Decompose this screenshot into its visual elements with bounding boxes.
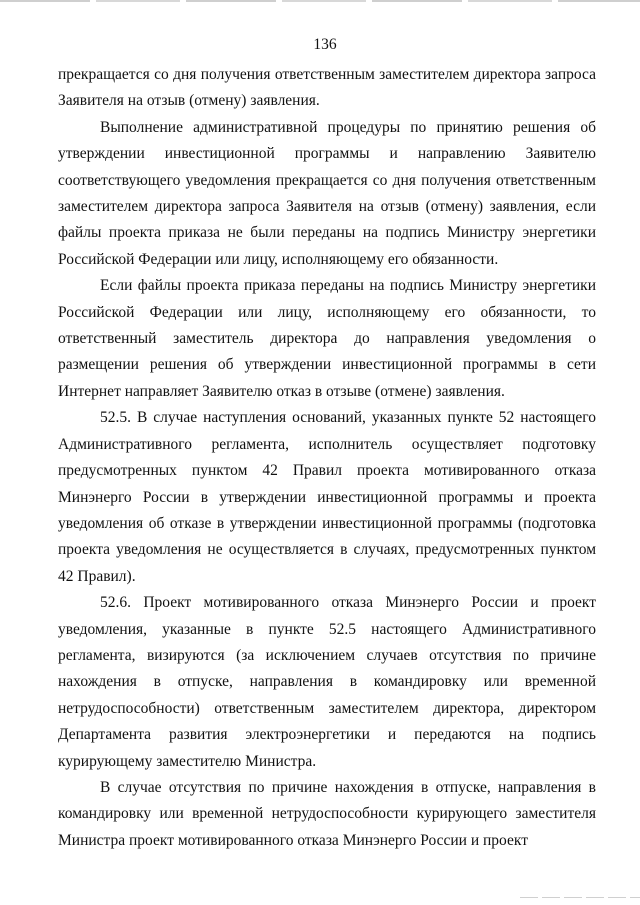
paragraph-continuation: прекращается со дня получения ответственным заместителем директора запроса Заявителя на отзыв (отмену) заявления. [58, 66, 596, 110]
paragraph-clause-52-6: 52.6. Проект мотивированного отказа Минэнерго России и проект уведомления, указанные в пункте 52.5 настоящего Административного регламента, визируются (за исключением случаев отсутствия по причине нахождения в отпуске, направления в командировку или временной нетрудоспособности) ответственным заместителем директора, директором Департамента развития электроэнергетики и передаются на подпись курирующему заместителю Министра. [58, 594, 596, 770]
paragraph-absence-case: В случае отсутствия по причине нахождения в отпуске, направления в командировку или временной нетрудоспособности курирующего заместителя Министра проект мотивированного отказа Минэнерго России и проект [58, 778, 596, 849]
paragraph-refusal-of-withdrawal: Если файлы проекта приказа переданы на подпись Министру энергетики Российской Федерации или лицу, исполняющему его обязанности, то ответственный заместитель директора до направления уведомления о размещении решения об утверждении инвестиционной программы в сети Интернет направляет Заявителю отказ в отзыве (отмене) заявления. [58, 277, 596, 400]
paragraph-procedure-termination: Выполнение административной процедуры по принятию решения об утверждении инвестиционной программы и направлению Заявителю соответствующего уведомления прекращается со дня получения ответственным заместителем директора запроса Заявителя на отзыв (отмену) заявления, если файлы проекта приказа не были переданы на подпись Министру энергетики Российской Федерации или лицу, исполняющему его обязанности. [58, 118, 596, 268]
paragraph-clause-52-5: 52.5. В случае наступления оснований, указанных пункте 52 настоящего Административного регламента, исполнитель осуществляет подготовку предусмотренных пунктом 42 Правил проекта мотивированного отказа Минэнерго России в утверждении инвестиционной программы и проекта уведомления об отказе в утверждении инвестиционной программы (подготовка проекта уведомления не осуществляется в случаях, предусмотренных пунктом 42 Правил). [58, 409, 596, 585]
page-number: 136 [313, 36, 337, 53]
scan-bottom-edge [520, 897, 640, 898]
document-body [58, 62, 596, 854]
scan-top-edge [0, 0, 640, 2]
